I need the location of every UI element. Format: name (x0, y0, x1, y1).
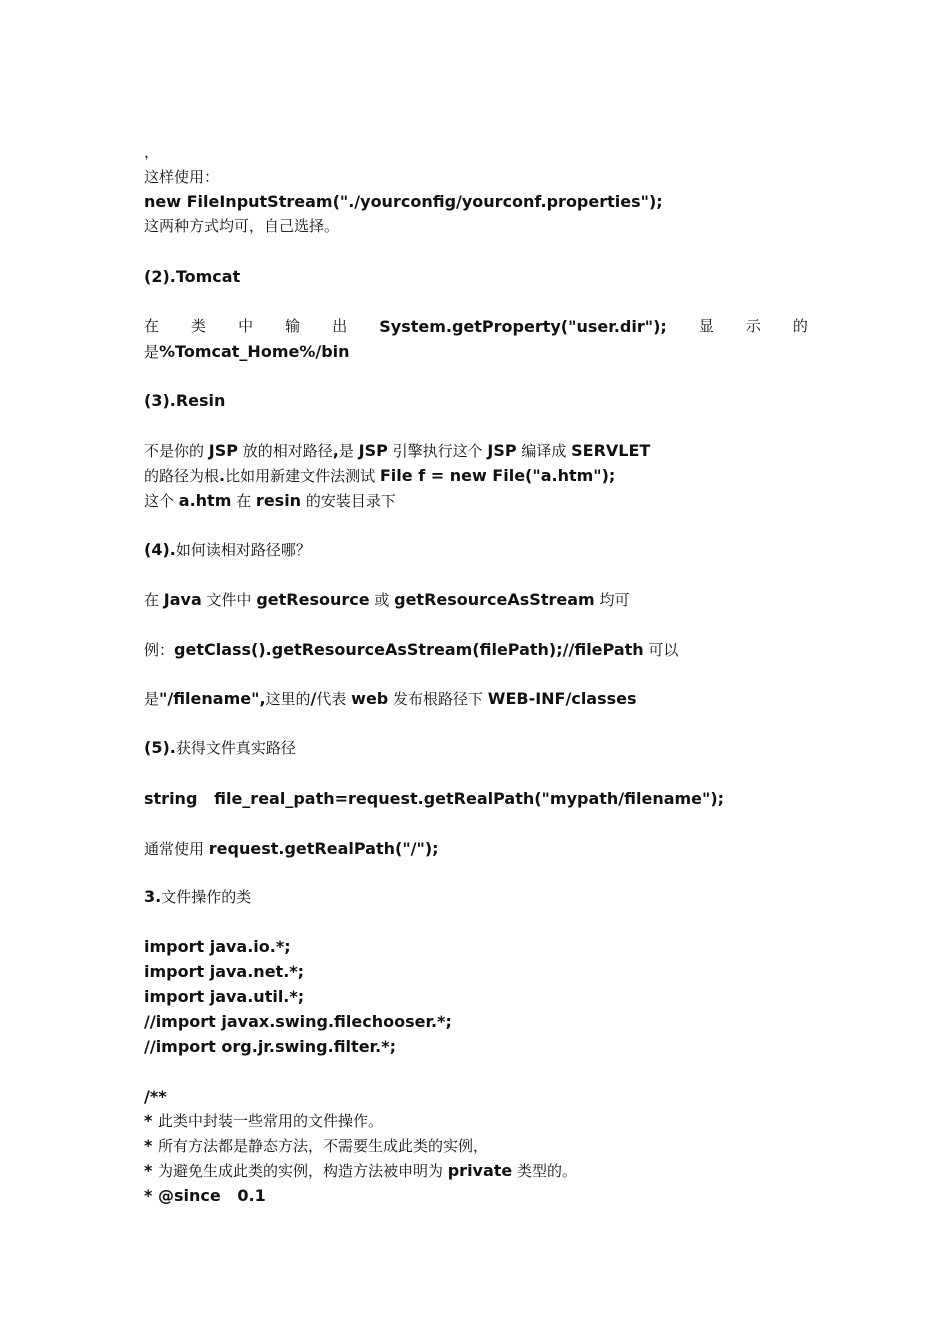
text-span: 在 (144, 591, 164, 609)
text-span: 的安装目录下 (301, 492, 396, 510)
text-span: 在 (231, 492, 256, 510)
inline-code: File f = new File("a.htm"); (379, 466, 616, 485)
text-line (144, 686, 637, 712)
text-span: 这里的 (265, 690, 311, 708)
heading-number: 3. (144, 887, 162, 906)
code-line: //import org.jr.swing.filter.*; (144, 1037, 396, 1056)
code-line: string file_real_path=request.getRealPath("mypath/filename"); (144, 789, 725, 808)
code-line: /** (144, 1087, 167, 1106)
inline-code: getResourceAsStream (394, 590, 595, 609)
comment-star: * (144, 1111, 158, 1130)
char: 在 (144, 317, 160, 335)
inline-code: Java (163, 590, 202, 609)
inline-code: getClass().getResourceAsStream(filePath);//filePath (174, 640, 644, 659)
inline-code: %Tomcat_Home%/bin (159, 342, 350, 361)
char: 显 (698, 317, 714, 335)
code-line: import java.net.*; (144, 962, 305, 981)
heading-text: 如何读相对路径哪？ (175, 541, 311, 559)
comma-line: ， (144, 143, 160, 161)
text-span: 或 (369, 591, 395, 609)
text-line (144, 463, 615, 489)
text-line: 这样使用： (144, 168, 220, 186)
code-line: new FileInputStream("./yourconfig/yourconf.properties"); (144, 192, 663, 211)
text-span: 例： (144, 641, 175, 659)
text-span: 是 (338, 442, 359, 460)
inline-code: SERVLET (571, 441, 651, 460)
text-span: 均可 (594, 591, 630, 609)
text-line (144, 339, 350, 365)
inline-code: resin (255, 491, 302, 510)
text-span: 比如用新建文件法测试 (225, 467, 380, 485)
text-span: 所有方法都是静态方法，不需要生成此类的实例， (157, 1137, 488, 1155)
section-heading (144, 735, 296, 761)
section-heading: (2).Tomcat (144, 267, 241, 286)
text-line (144, 488, 396, 514)
heading-text: 获得文件真实路径 (175, 739, 296, 757)
char: 示 (745, 317, 761, 335)
inline-code: System.getProperty("user.dir"); (379, 317, 667, 336)
inline-code: , (332, 441, 339, 460)
text-span: 的路径为根 (144, 467, 220, 485)
text-span: 不是你的 (144, 442, 209, 460)
inline-code: WEB-INF/classes (487, 689, 637, 708)
code-line: import java.io.*; (144, 937, 291, 956)
comment-star: * (144, 1161, 158, 1180)
text-span: 是 (144, 343, 160, 361)
inline-code: JSP (358, 441, 388, 460)
heading-number: (4). (144, 540, 176, 559)
code-line: * @since 0.1 (144, 1186, 266, 1205)
inline-code: JSP (487, 441, 517, 460)
text-span: 引擎执行这个 (387, 442, 488, 460)
inline-code: a.htm (178, 491, 232, 510)
text-line (144, 438, 650, 464)
text-line (144, 587, 629, 613)
code-line: import java.util.*; (144, 987, 305, 1006)
text-span: 文件中 (201, 591, 257, 609)
comment-star: * (144, 1136, 158, 1155)
text-span: 发布根路径下 (388, 690, 488, 708)
text-span: 类型的。 (512, 1162, 578, 1180)
inline-code: getResource (256, 590, 370, 609)
text-span: 可以 (643, 641, 679, 659)
code-line: //import javax.swing.filechooser.*; (144, 1012, 452, 1031)
comment-line (144, 1158, 577, 1184)
inline-code: . (219, 466, 226, 485)
inline-code: JSP (208, 441, 238, 460)
text-line: 这两种方式均可，自己选择。 (144, 217, 340, 235)
char: 类 (191, 317, 207, 335)
inline-code: web (351, 689, 389, 708)
text-span: 放的相对路径 (237, 442, 333, 460)
text-line (144, 637, 678, 663)
text-span: 此类中封装一些常用的文件操作。 (157, 1112, 383, 1130)
justified-line (144, 314, 808, 339)
heading-number: (5). (144, 738, 176, 757)
inline-code: "/filename", (159, 689, 266, 708)
text-span: 为避免生成此类的实例，构造方法被申明为 (157, 1162, 448, 1180)
text-span: 编译成 (516, 442, 572, 460)
text-span: 通常使用 (144, 840, 209, 858)
inline-code: request.getRealPath("/"); (208, 839, 439, 858)
heading-text: 文件操作的类 (161, 888, 252, 906)
text-line (144, 836, 439, 862)
inline-code: / (310, 689, 317, 708)
section-heading (144, 884, 251, 910)
comment-line (144, 1133, 488, 1159)
text-span: 代表 (316, 690, 352, 708)
comment-line (144, 1108, 383, 1134)
char: 中 (238, 317, 254, 335)
char: 输 (285, 317, 301, 335)
char: 的 (792, 317, 808, 335)
section-heading (144, 537, 311, 563)
text-span: 这个 (144, 492, 179, 510)
section-heading: (3).Resin (144, 391, 226, 410)
text-span: 是 (144, 690, 160, 708)
char: 出 (332, 317, 348, 335)
inline-code: private (447, 1161, 513, 1180)
